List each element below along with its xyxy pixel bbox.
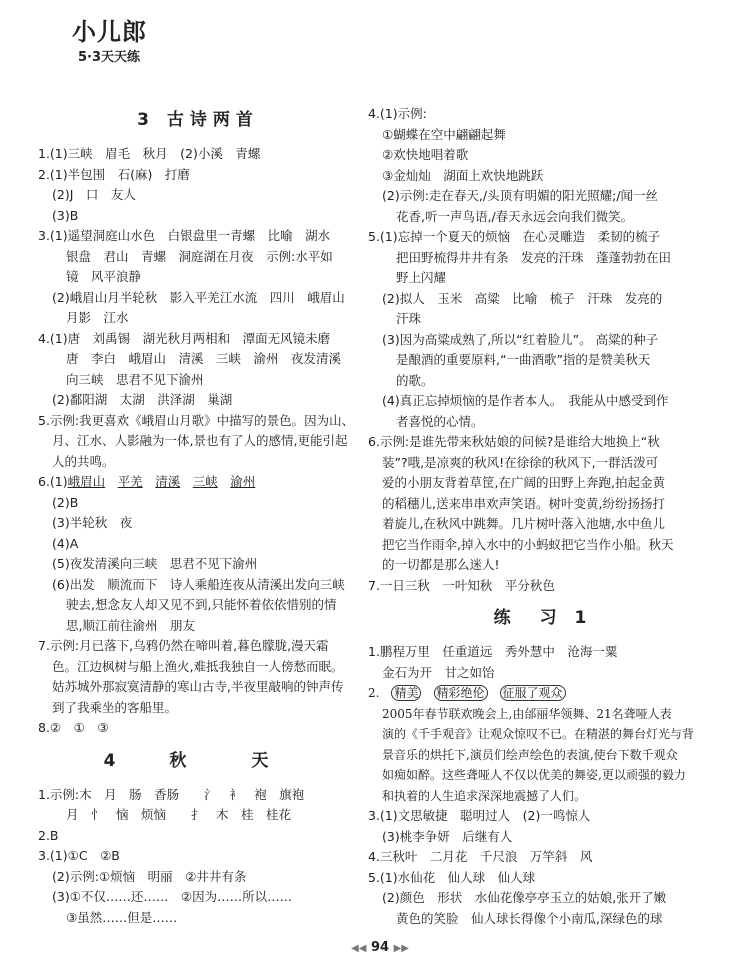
answer-line: (2)示例:①烦恼 明丽 ②井井有条 — [52, 868, 247, 884]
answer-line: 把它当作雨伞,掉入水中的小蚂蚁把它当作小船。秋天 — [382, 536, 674, 552]
correction-box: 征服了观众 — [500, 685, 566, 701]
answer-line: (2)J 口 友人 — [52, 187, 136, 202]
brand-logo — [68, 8, 188, 68]
answer-line: 4.三秋叶 二月花 千尺浪 万竿斜 风 — [368, 849, 593, 864]
correction-box: 精美 — [391, 685, 421, 701]
answer-line: 者喜悦的心情。 — [396, 413, 484, 429]
answer-line: 7.示例:月已落下,乌鸦仍然在啼叫着,暮色朦胧,漫天霜 — [38, 638, 329, 653]
answer-line: (5)夜发清溪向三峡 思君不见下渝州 — [52, 556, 258, 571]
answer-line: 3.(1)文思敏捷 聪明过人 (2)一鸣惊人 — [368, 808, 591, 823]
answer-line: 人的共鸣。 — [52, 453, 115, 469]
next-arrows-icon: ▶▶ — [393, 943, 409, 954]
answer-line: 5.(1)忘掉一个夏天的烦恼 在心灵雕造 柔韧的梳子 — [368, 229, 661, 244]
answer-line: 装”?哦,是凉爽的秋风!在徐徐的秋风下,一群活泼可 — [382, 454, 659, 470]
section-title-4: 4 秋 天 — [103, 750, 293, 771]
answer-line: 汗珠 — [396, 311, 422, 326]
answer-line-q6 — [38, 472, 358, 493]
answer-line: 7.一日三秋 一叶知秋 平分秋色 — [368, 577, 555, 593]
answer-line: 爱的小朋友背着草筐,在广阔的田野上奔跑,拍起金黄 — [382, 475, 665, 490]
answer-line: 8.② ① ③ — [38, 720, 109, 735]
answer-line: 的稻穗儿,送来串串欢声笑语。树叶变黄,纷纷扬扬打 — [382, 495, 665, 511]
handwritten-line — [368, 683, 718, 704]
answer-line: (3)半轮秋 夜 — [52, 515, 133, 530]
page-number — [340, 940, 420, 955]
answer-line: 月影 江水 — [66, 310, 129, 325]
underlined-word: 渝州 — [230, 474, 256, 489]
answer-line: 1.(1)三峡 眉毛 秋月 (2)小溪 青螺 — [38, 146, 261, 161]
answer-line: (3)因为高粱成熟了,所以“红着脸儿”。 高粱的种子 — [382, 331, 659, 347]
answer-line: ①蝴蝶在空中翩翩起舞 — [382, 126, 506, 142]
answer-line: (6)出发 顺流而下 诗人乘船连夜从清溪出发向三峡 — [52, 576, 345, 592]
page-number-text: 94 — [370, 940, 390, 955]
answer-line: ②欢快地唱着歌 — [382, 147, 469, 162]
correction-box: 精彩绝伦 — [434, 685, 488, 701]
answer-line: (4)A — [52, 535, 79, 551]
series-name: 5·3天天练 — [78, 50, 141, 65]
underlined-word: 三峡 — [192, 474, 218, 489]
answer-line: (2)B — [52, 494, 79, 510]
underlined-word: 平羌 — [117, 474, 143, 489]
answer-line: 向三峡 思君不见下渝州 — [66, 371, 204, 387]
handwritten-line: 如痴如醉。这些聋哑人不仅以优美的舞姿,更以顽强的毅力 — [382, 768, 686, 782]
right-column — [368, 104, 718, 929]
answer-line: 5.(1)水仙花 仙人球 仙人球 — [368, 869, 536, 885]
answer-line: (2)拟人 玉米 高粱 比喻 梳子 汗珠 发亮的 — [382, 290, 663, 306]
answer-line: 月 忄 恼 烦恼 扌 木 桂 桂花 — [66, 807, 292, 822]
section-title-exercise: 练 习 1 — [493, 608, 593, 628]
answer-line: 金石为开 甘之如饴 — [382, 664, 495, 680]
handwritten-line: 2005年春节联欢晚会上,由邰丽华领舞、21名聋哑人表 — [382, 706, 672, 721]
handwritten-line: 演的《千手观音》让观众惊叹不已。在精湛的舞台灯光与背 — [382, 727, 695, 741]
answer-line: (2)峨眉山月半轮秋 影入平羌江水流 四川 峨眉山 — [52, 289, 345, 305]
answer-line: (4)真正忘掉烦恼的是作者本人。 我能从中感受到作 — [382, 393, 669, 408]
answer-line: 到了我乘坐的客船里。 — [52, 699, 178, 715]
answer-line: ③虽然……但是…… — [66, 909, 178, 925]
answer-line: (3)桃李争妍 后继有人 — [382, 828, 513, 844]
q6-label: 6.(1) — [38, 474, 68, 489]
answer-line: 6.示例:是谁先带来秋姑娘的问候?是谁给大地换上“秋 — [368, 434, 660, 449]
answer-line: 1.鹏程万里 任重道远 秀外慧中 沧海一粟 — [368, 644, 618, 659]
answer-line: 3.(1)①C ②B — [38, 848, 120, 863]
answer-line: 思,顺江前往渝州 朋友 — [66, 617, 195, 633]
underlined-word: 清溪 — [155, 474, 181, 489]
answer-line: 5.示例:我更喜欢《峨眉山月歌》中描写的景色。因为山、 — [38, 412, 355, 428]
prev-arrows-icon: ◀◀ — [351, 943, 367, 954]
answer-line: 2.B — [38, 827, 59, 843]
answer-line: 驶去,想念友人却又见不到,只能怀着依依惜别的情 — [66, 597, 337, 612]
answer-line: 唐 李白 峨眉山 清溪 三峡 渝州 夜发清溪 — [66, 351, 342, 366]
answer-line: 野上闪耀 — [396, 270, 447, 285]
answer-line: 的歌。 — [396, 372, 434, 388]
answer-line: 4.(1)唐 刘禹锡 湖光秋月两相和 潭面无风镜未磨 — [38, 330, 331, 346]
answer-line: 4.(1)示例: — [368, 106, 427, 121]
answer-line: (2)示例:走在春天,/头顶有明媚的阳光照耀;/闻一丝 — [382, 188, 659, 203]
answer-line: 月、江水、人影融为一体,景也有了人的感情,更能引起 — [52, 433, 348, 448]
q2-label: 2. — [368, 686, 380, 700]
answer-line: (2)颜色 形状 水仙花像亭亭玉立的姑娘,张开了嫩 — [382, 890, 667, 905]
answer-line: ③金灿灿 湖面上欢快地跳跃 — [382, 167, 544, 183]
answer-line: 黄色的笑脸 仙人球长得像个小南瓜,深绿色的球 — [396, 910, 663, 926]
handwritten-line: 和执着的人生追求深深地震撼了人们。 — [382, 788, 587, 803]
answer-line: (3)B — [52, 207, 79, 223]
answer-line: 银盘 君山 青螺 洞庭湖在月夜 示例:水平如 — [66, 248, 333, 264]
left-column — [38, 104, 358, 928]
section-title-3: 3 古诗两首 — [137, 110, 259, 130]
answer-line: 2.(1)半包围 石(麻) 打磨 — [38, 166, 190, 182]
answer-line: (2)鄱阳湖 太湖 洪泽湖 巢湖 — [52, 392, 233, 407]
answer-line: 1.示例:木 月 肠 香肠 氵 衤 袍 旗袍 — [38, 786, 305, 802]
answer-line: 是酿酒的重要原料,“一曲酒歌”指的是赞美秋天 — [396, 352, 651, 367]
answer-line: 把田野梳得井井有条 发亮的汗珠 蓬蓬勃勃在田 — [396, 249, 672, 265]
answer-line: 3.(1)遥望洞庭山水色 白银盘里一青螺 比喻 湖水 — [38, 228, 331, 243]
answer-line: 的一切都是那么迷人! — [382, 557, 500, 572]
brand-name: 小儿郎 — [72, 18, 147, 46]
answer-line: 花香,听一声鸟语,/春天永远会向我们微笑。 — [396, 208, 634, 224]
answer-line: 着旋儿,在秋风中跳舞。几片树叶落入池塘,水中鱼儿 — [382, 516, 665, 531]
answer-line: (3)①不仅……还…… ②因为……所以…… — [52, 889, 293, 904]
handwritten-line: 景音乐的烘托下,演员们绘声绘色的表演,使台下数千观众 — [382, 747, 678, 762]
underlined-word: 峨眉山 — [67, 474, 106, 489]
answer-line: 姑苏城外那寂寞清静的寒山古寺,半夜里敲响的钟声传 — [52, 679, 344, 694]
answer-line: 镜 风平浪静 — [66, 269, 142, 284]
answer-line: 色。江边枫树与船上渔火,难抵我独自一人傍愁而眠。 — [52, 658, 344, 674]
